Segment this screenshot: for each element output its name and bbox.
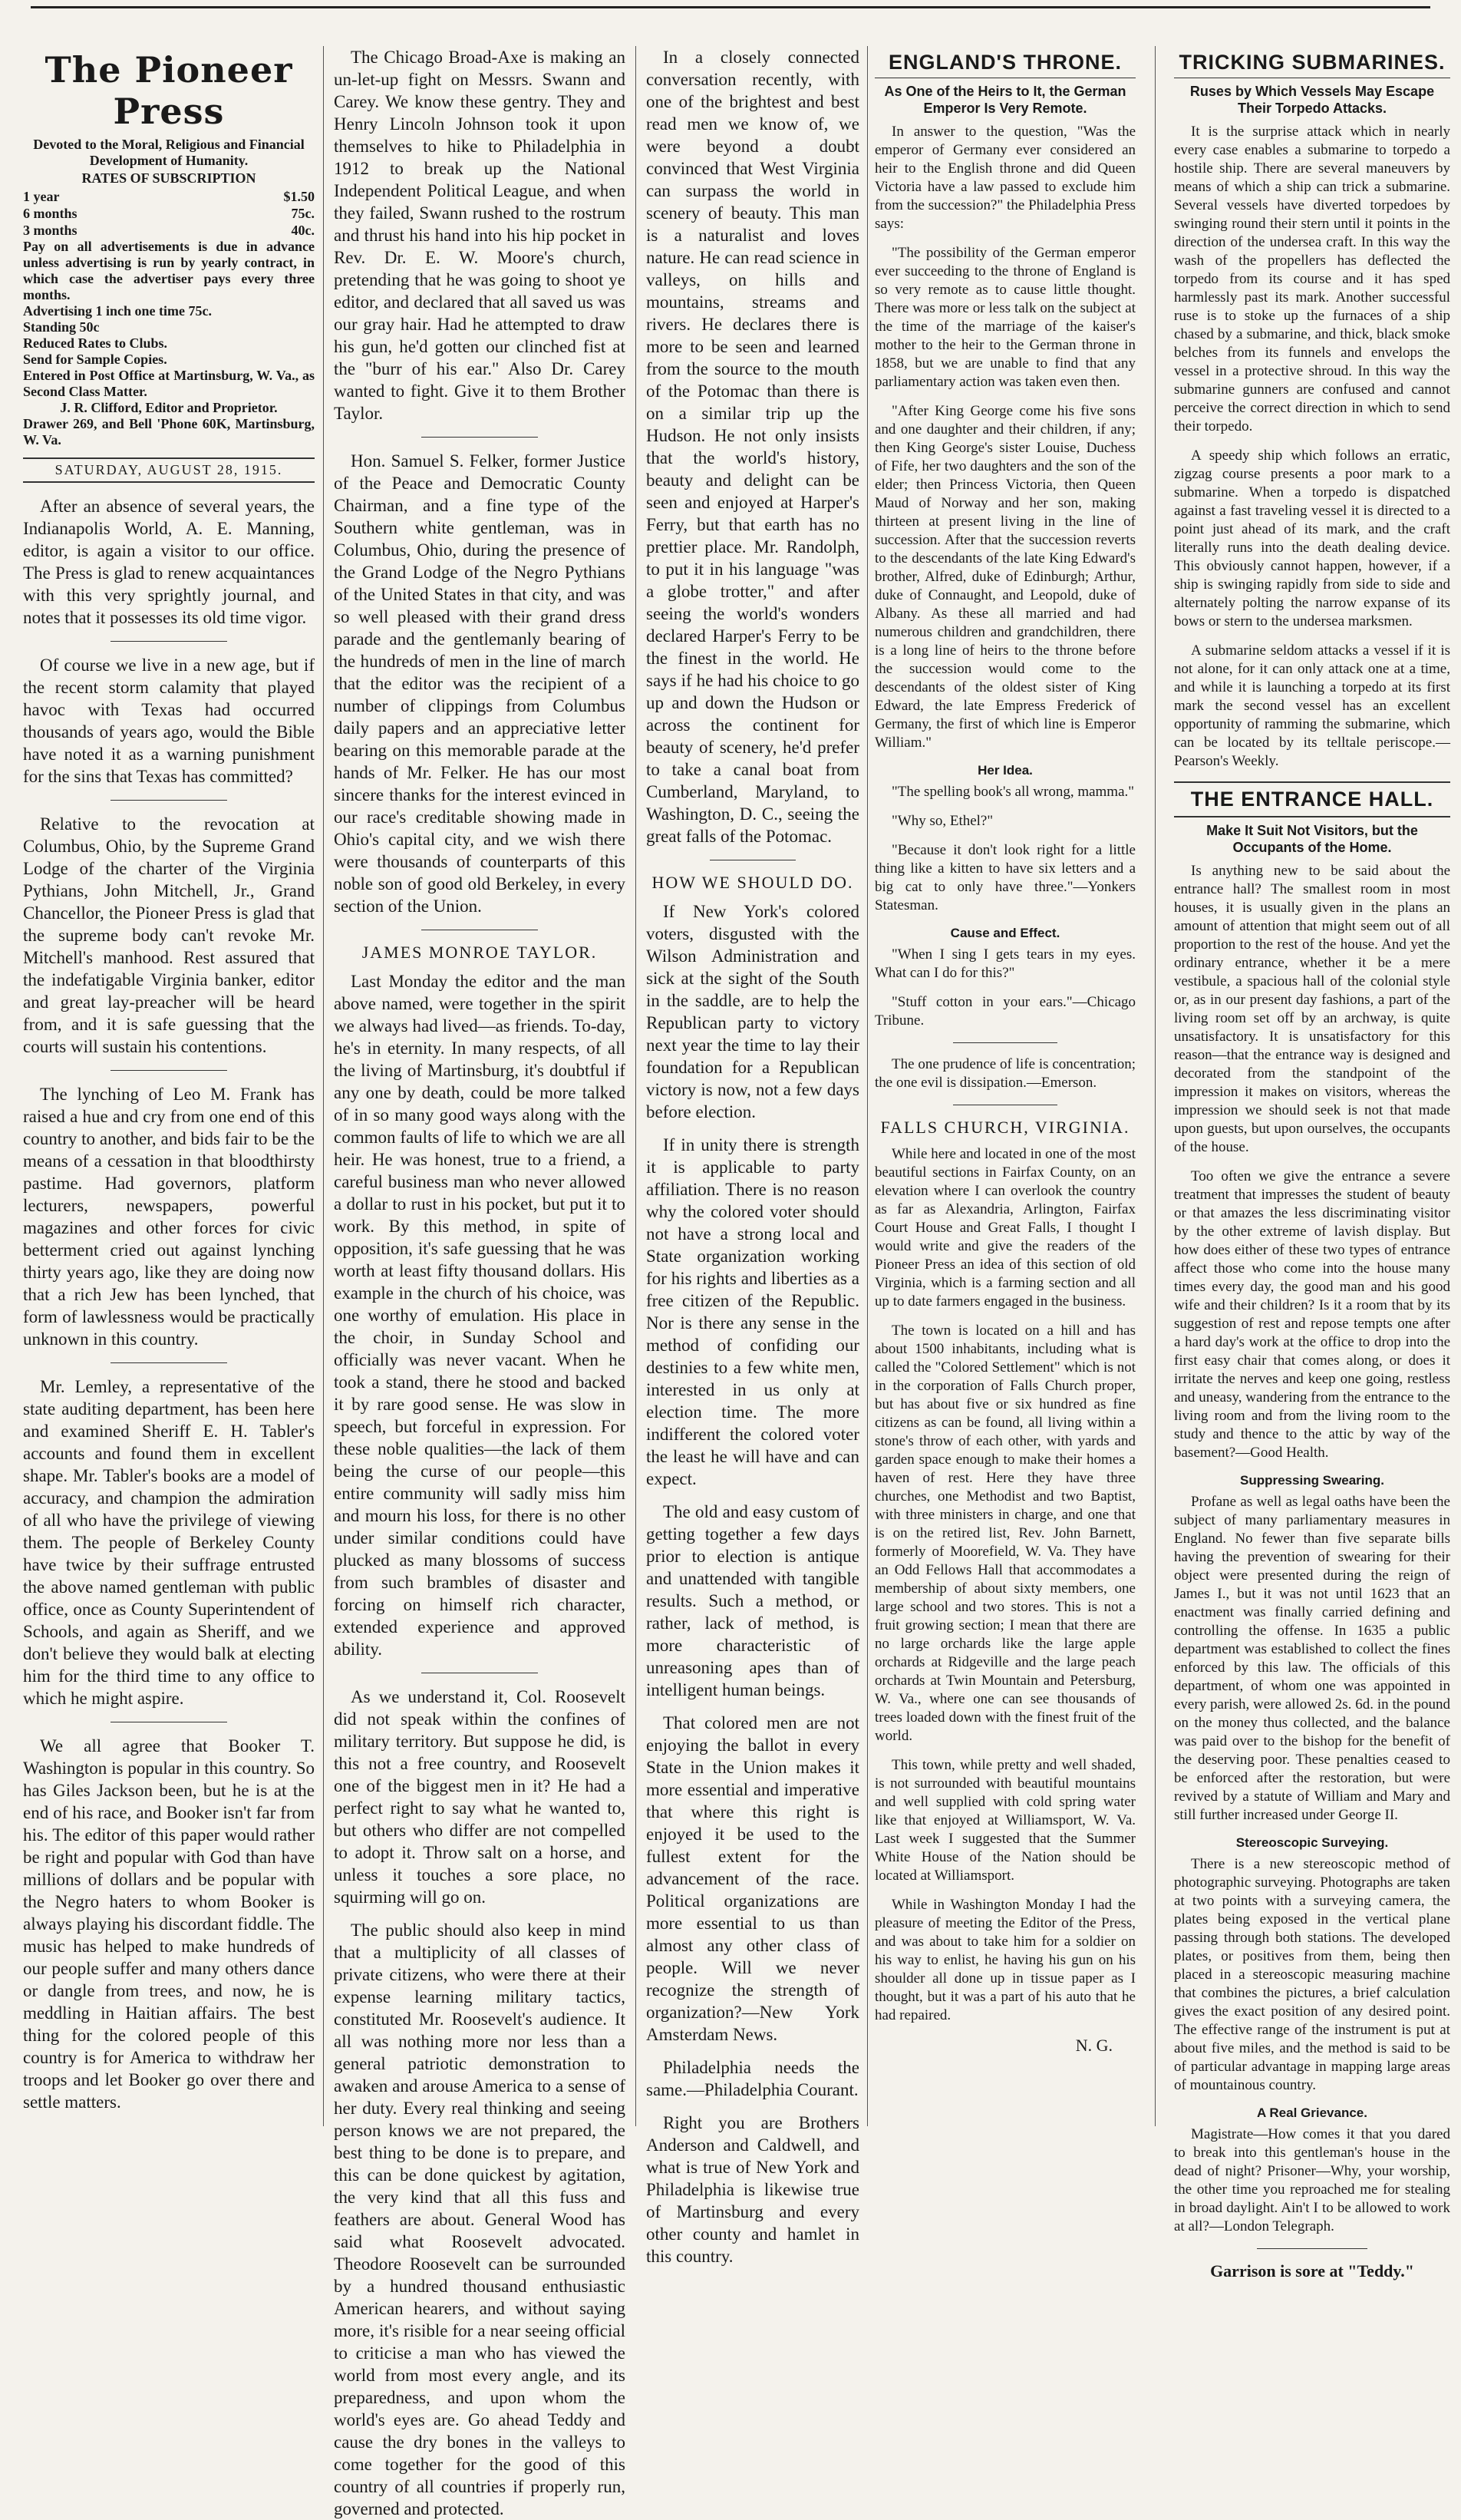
column-2 bbox=[334, 46, 625, 2518]
paragraph: Is anything new to be said about the entrance hall? The smallest room in most houses, it is usually given in the plans an amount of attention that might seem out of all proportion to the rest of the house. And yet the ordinary entrance, whether it be a mere vestibule, a spacious hall of the colonial style or, as in our present day fashions, a part of the living room set off by an archway, is quite unsatisfactory. It is unsatisfactory for this reason—that the entrance way is designed and decorated from the standpoint of the impression it makes on visitors, whereas the impression we should seek is not that made upon guests, but upon ourselves, the occupants of the house. bbox=[1174, 863, 1450, 1155]
article-heading-taylor: JAMES MONROE TAYLOR. bbox=[361, 943, 598, 962]
paragraph: A speedy ship which follows an erratic, zigzag course presents a poor mark to a submarine. When a torpedo is dispatched against a fast traveling vessel it is directed to a point just ahead of its mark, and the craft literally runs into the death dealing device. This obviously cannot happen, however, if a ship is swinging rapidly from side to side and alternately polting the narrow expanse of its bows or stern to the undersea marksmen. bbox=[1174, 448, 1450, 629]
paragraph: "Why so, Ethel?" bbox=[892, 813, 994, 829]
drawer-line: Drawer 269, and Bell 'Phone 60K, Martinsburg, W. Va. bbox=[23, 416, 315, 448]
paragraph: If New York's colored voters, disgusted with the Wilson Administration and sick at the sight of the South in the saddle, are to help the Republican party to victory next year the time to lay their foundation for a Republican victory is now, not a few days before election. bbox=[646, 902, 859, 1121]
article-heading-cause: Cause and Effect. bbox=[950, 926, 1060, 940]
column-1 bbox=[23, 46, 315, 2126]
top-rule bbox=[31, 6, 1430, 8]
paragraph: The town is located on a hill and has about 1500 inhabitants, including what is called the "Colored Settlement" which is not in the corporation of Falls Church proper, but has about five or six hundred as fine citizens as can be found, all living within a stone's throw of each other, with yards and garden space enough to make their homes a haven of rest. Here they have three churches, one Methodist and two Baptist, with three ministers in charge, and one that is on the retired list, Rev. John Barnett, formerly of Moorefield, W. Va. They have an Odd Fellows Hall that accommodates a membership of about sixty members, one large school and two stores. This is not a fruit growing section; I mean that there are no large orchards like the large apple orchards at Ridgeville and the large peach orchards at Twin Mountain and Petersburg, W. Va., where one can see thousands of trees loaded down with the finest fruit of the world. bbox=[875, 1323, 1136, 1744]
paragraph: As we understand it, Col. Roosevelt did not speak within the confines of military territory. But suppose he did, is this not a free country, and Roosevelt one of the biggest men in it? He had a perfect right to say what he wanted to, but others who differ are not compelled to adopt it. Throw salt on a horse, and unless it touches a sore place, no squirming will go on. bbox=[334, 1687, 625, 1907]
article-heading-falls: FALLS CHURCH, VIRGINIA. bbox=[880, 1118, 1130, 1137]
paragraph: "Because it don't look right for a little thing like a kitten to have six letters and a big cat to only have three."—Yonkers Statesman. bbox=[875, 842, 1136, 913]
paragraph: The public should also keep in mind that a multiplicity of all classes of private citizens, who were there at their expense learning military tactics, constituted Mr. Roosevelt's audience. It all was nothing more nor less than a general patriotic demonstration to awaken and arouse America to a sense of her duty. Every real thinking and seeing person knows we are not prepared, the best thing to be done is to prepare, and this can be done quickest by agitation, the very kind that all this fuss and feathers are about. General Wood has said what Roosevelt advocated. Theodore Roosevelt can be surrounded by a hundred thousand enthusiastic American hearers, and without saying more, it's risible for a near seeing official to criticise a man who has viewed the world from most every angle, and its preparedness, and upon whom the world's eyes are. Go ahead Teddy and cause the dry bones in the valleys to come together for the good of this country of all countries if properly run, governed and protected. bbox=[334, 1921, 625, 2518]
paragraph: In answer to the question, "Was the emperor of Germany ever considered an heir to the English throne and did Queen Victoria have a law passed to exclude him from the succession?" the Philadelphia Press says: bbox=[875, 124, 1136, 232]
pay-note: Pay on all advertisements is due in advance unless advertising is run by yearly contract, in which case the advertiser pays every three months. bbox=[23, 239, 315, 302]
paragraph: "The spelling book's all wrong, mamma." bbox=[892, 784, 1135, 800]
rate-row: 1 year $1.50 bbox=[23, 189, 315, 204]
article-heading-swearing: Suppressing Swearing. bbox=[1240, 1473, 1384, 1488]
sample-copies: Send for Sample Copies. bbox=[23, 352, 167, 367]
paragraph: "The possibility of the German emperor ever succeeding to the throne of England is so very remote as to cause little thought. There was more or less talk on the subject at the time of the marriage of the kaiser's mother to the heir to the German throne in 1858, but we are unable to find that any parliamentary action was taken even then. bbox=[875, 245, 1136, 390]
column-rule bbox=[323, 46, 324, 2126]
column-rule bbox=[1155, 46, 1156, 2126]
paragraph: Mr. Lemley, a representative of the state auditing department, has been here and examined Sheriff E. H. Tabler's accounts and found them in excellent shape. Mr. Tabler's books are a model of accuracy, and champion the admiration of all who have the privilege of viewing them. The people of Berkeley County have twice by their suffrage entrusted the above named gentleman with public office, once as County Superintendent of Schools, and again as Sheriff, and we don't believe they would balk at electing him for the third time to any office to which he might aspire. bbox=[23, 1377, 315, 1708]
paragraph: After an absence of several years, the Indianapolis World, A. E. Manning, editor, is again a visitor to our office. The Press is glad to renew acquaintances with this very sprightly journal, and notes that it possesses its old time vigor. bbox=[23, 497, 315, 627]
article-heading-grievance: A Real Grievance. bbox=[1257, 2106, 1367, 2120]
paragraph: Profane as well as legal oaths have been the subject of many parliamentary measures in England. No fewer than five separate bills having the prevention of swearing for their object were presented during the reign of James I., but it was not until 1623 that an enactment was finally carried defining and controlling the offense. In 1635 a public department was established to collect the fines enforced by this law. The officials of this department, of whom one was appointed in every parish, were allowed 2s. 6d. in the pound on the money thus collected, and the balance was paid over to the bishop for the benefit of the deserving poor. These penalties ceased to be enforced after the restoration, but were revived by a statute of William and Mary and still further increased under George II. bbox=[1174, 1494, 1450, 1823]
article-heading-entrance: THE ENTRANCE HALL. bbox=[1174, 781, 1450, 817]
paragraph: Magistrate—How comes it that you dared to break into this gentleman's house in the dead of night? Prisoner—Why, your worship, the other time you reproached me for stealing in broad daylight. Ain't I to be allowed to work at all?—London Telegraph. bbox=[1174, 2126, 1450, 2234]
article-subhead-england: As One of the Heirs to It, the German Emperor Is Very Remote. bbox=[884, 84, 1126, 116]
rate-row: 6 months 75c. bbox=[23, 206, 315, 221]
column-3 bbox=[646, 46, 859, 2266]
paragraph: It is the surprise attack which in nearly every case enables a submarine to torpedo a hostile ship. There are several maneuvers by means of which a ship can trick a submarine. Several vessels have diverted torpedoes by swinging round their stern until it points in the direction of the undersea craft. In this way the wash of the propellers has deflected the torpedo from its course and it has sped harmlessly past its mark. Another successful ruse is to stoke up the furnaces of a ship chased by a submarine, and thick, black smoke belches from its funnels and envelops the vessel in a protective shroud. In this way the submarine gunners are confused and cannot perceive the correct direction in which to send their torpedo. bbox=[1174, 124, 1450, 434]
paragraph: In a closely connected conversation recently, with one of the brightest and best read men we know of, we were beyond a doubt convinced that West Virginia can surpass the world in scenery of beauty. This man is a naturalist and loves nature. He can read science in valleys, on hills and mountains, streams and rivers. He declares there is more to be seen and learned from the source to the mouth of the Potomac than there is on a similar trip up the Hudson. He not only insists that the world's history, beauty and delight can be seen and enjoyed at Harper's Ferry, but that earth has no prettier place. Mr. Randolph, to put it in his language "was a globe trotter," and after seeing the world's wonders declared Harper's Ferry to be the finest in the world. He says if he had his choice to go up and down the Hudson or across the continent for beauty of scenery, he'd prefer to take a canal boat from Cumberland, Maryland, to Washington, D. C., seeing the great falls of the Potomac. bbox=[646, 48, 859, 846]
article-heading-england: ENGLAND'S THRONE. bbox=[875, 51, 1136, 78]
paragraph: Right you are Brothers Anderson and Caldwell, and what is true of New York and Philadelphia is likewise true of Martinsburg and every other county and hamlet in this country. bbox=[646, 2113, 859, 2266]
separator bbox=[953, 1042, 1057, 1043]
post-office-entry: Entered in Post Office at Martinsburg, W. Va., as Second Class Matter. bbox=[23, 368, 315, 399]
separator bbox=[421, 437, 538, 438]
paragraph: While here and located in one of the most beautiful sections in Fairfax County, on an elevation where I can overlook the country as far as Alexandria, Arlington, Fairfax Court House and Great Falls, I thought I would write and give the readers of the Pioneer Press an idea of this section of old Virginia, which is a farming section and all up to date farmers engaged in the business. bbox=[875, 1146, 1136, 1310]
paragraph: "When I sing I gets tears in my eyes. What can I do for this?" bbox=[875, 946, 1136, 981]
column-rule bbox=[867, 46, 868, 2126]
paragraph: We all agree that Booker T. Washington is popular in this country. So has Giles Jackson been, but he is at the end of his race, and Booker isn't far from his. The editor of this paper would rather be right and popular with God than have millions of dollars and be popular with the Negro haters to whom Booker is always playing his discordant fiddle. The music has helped to make hundreds of our people suffer and many others dance or dangle from trees, and now, he is meddling in Haitian affairs. The best thing for the colored people of this country is for America to withdraw her troops and let Booker go over there and settle matters. bbox=[23, 1736, 315, 2112]
masthead bbox=[23, 49, 315, 483]
paragraph: If in unity there is strength it is applicable to party affiliation. There is no reason why the colored voter should not have a strong local and State organization working for his rights and liberties as a free citizen of the Republic. Nor is there any sense in the method of confiding our destinies to a few white men, interested in us only at election time. The more indifferent the colored voter the least he will have and can expect. bbox=[646, 1135, 859, 1488]
article-subhead-entrance: Make It Suit Not Visitors, but the Occupants of the Home. bbox=[1206, 823, 1418, 855]
article-subhead-tricking: Ruses by Which Vessels May Escape Their Torpedo Attacks. bbox=[1189, 84, 1435, 116]
paragraph: That colored men are not enjoying the ballot in every State in the Union makes it more essential and imperative that where this right is enjoyed it be used to the fullest extent for the advancement of the race. Political organizations are more essential to us than almost any other class of people. Will we never recognize the strength of organization?—New York Amsterdam News. bbox=[646, 1713, 859, 2044]
column-rule bbox=[635, 46, 636, 2126]
paragraph: This town, while pretty and well shaded, is not surrounded with beautiful mountains and well supplied with cold spring water like that enjoyed at Williamsport, W. Va. Last week I suggested that the Summer White House of the Nation should be located at Williamsport. bbox=[875, 1757, 1136, 1884]
rates-title: RATES OF SUBSCRIPTION bbox=[81, 170, 256, 186]
separator bbox=[110, 800, 227, 801]
paragraph: "Stuff cotton in your ears."—Chicago Tribune. bbox=[875, 994, 1136, 1029]
standing-rate: Standing 50c bbox=[23, 319, 100, 335]
paragraph: A submarine seldom attacks a vessel if it is not alone, for it can only attack one at a time, and while it is launching a torpedo at its first mark the second vessel has an excellent opportunity of ramming the submarine, which can be located by its telltale periscope.—Pearson's Weekly. bbox=[1174, 642, 1450, 769]
signature: N. G. bbox=[1075, 2036, 1113, 2055]
rate-row: 3 months 40c. bbox=[23, 223, 315, 238]
paragraph: The Chicago Broad-Axe is making an un-let-up fight on Messrs. Swann and Carey. We know these gentry. They and Henry Lincoln Johnson took it upon themselves to hike to Philadelphia in 1912 to break up the National Independent Political League, and when they failed, Swann rushed to the rostrum and thrust his hand into his hip pocket in Rev. Dr. E. W. Moore's church, pretending that he was going to shoot ye editor, and declared that all saved us was our gray hair. Had he attempted to draw his gun, he'd gotten our clinched fist at the "burr of his ear." Also Dr. Carey wanted to fight. Give it to them Brother Taylor. bbox=[334, 48, 625, 423]
article-heading-stereo: Stereoscopic Surveying. bbox=[1235, 1835, 1389, 1850]
paragraph: Too often we give the entrance a severe treatment that impresses the student of beauty or that amazes the less discriminating visitor by the other extreme of lavish display. But how does either of these two types of entrance affect those who come into the house many times every day, the good man and his good wife and their children? Is it a room that by its suggestion of rest and repose tempts one after a hard day's work at the office to drop into the first easy chair that comes along, or does it irritate the nerves and keep one going, restless and uneasy, wandering from the entrance to the living room and from the living room to the study and thence to the attic by way of the basement?—Good Health. bbox=[1174, 1168, 1450, 1461]
paragraph: The lynching of Leo M. Frank has raised a hue and cry from one end of this country to another, and bids fair to be the means of a cessation in that bloodthirsty pastime. Had governors, platform lecturers, newspapers, powerful magazines and other forces for civic betterment cried out against lynching thirty years ago, like they are doing now that a rich Jew has been lynched, that form of lawlessness would be practically unknown in this country. bbox=[23, 1085, 315, 1349]
column-4 bbox=[875, 46, 1136, 2126]
paragraph: Of course we live in a new age, but if the recent storm calamity that played havoc with Texas had occurred thousands of years ago, would the Bible have noted it as a warning punishment for the sins that Texas has committed? bbox=[23, 656, 315, 786]
article-heading-tricking: TRICKING SUBMARINES. bbox=[1174, 51, 1450, 78]
editor-line: J. R. Clifford, Editor and Proprietor. bbox=[60, 400, 278, 415]
paragraph: Hon. Samuel S. Felker, former Justice of the Peace and Democratic County Chairman, and a fine type of the Southern white gentleman, was in Columbus, Ohio, during the presence of the Grand Lodge of the Negro Pythians of the United States in that city, and was so well pleased with their grand dress parade and the gentlemanly bearing of the hundreds of men in the line of march that the editor was the recipient of a number of clippings from Columbus daily papers and an appreciative letter bearing on this memorable parade at the hands of Mr. Felker. He has our most sincere thanks for the interest evinced in our race's creditable showing made in Ohio's capital city, and we wish there were thousands of counterparts of this noble son of good old Berkeley, in every section of the Union. bbox=[334, 451, 625, 916]
masthead-title: The Pioneer Press bbox=[45, 49, 293, 132]
column-5 bbox=[1174, 46, 1450, 2281]
paragraph: Philadelphia needs the same.—Philadelphia Courant. bbox=[646, 2058, 859, 2099]
reduced-rates: Reduced Rates to Clubs. bbox=[23, 335, 168, 351]
paragraph: Relative to the revocation at Columbus, Ohio, by the Supreme Grand Lodge of the charter of the Virginia Pythians, John Mitchell, Jr., Grand Chancellor, the Pioneer Press is glad that the supreme body can't revoke Mr. Mitchell's manhood. Rest assured that the indefatigable Virginia banker, editor and great lay-preacher will be heard from, and it is safe guessing that the courts will sustain his contentions. bbox=[23, 814, 315, 1056]
paragraph: There is a new stereoscopic method of photographic surveying. Photographs are taken at two points with a surveying camera, the plates being exposed in the vertical plane passing through both stations. The developed plates, or positives from them, being then placed in a stereoscopic measuring machine that combines the pictures, a brief calculation gives the exact position of any desired point. The effective range of the instrument is put at about five miles, and the method is said to be of particular advantage in mapping large areas of mountainous country. bbox=[1174, 1856, 1450, 2093]
paragraph: Last Monday the editor and the man above named, were together in the spirit we always had lived—as friends. To-day, he's in eternity. In many respects, of all the living of Martinsburg, it's doubtful if any one by death, could be more talked of in so many good ways along with the common faults of life to which we are all heir. He was honest, true to a friend, a careful business man who never allowed a dollar to rust in his pocket, but put it to work. By this method, in spite of opposition, it's safe guessing that he was worth at least fifty thousand dollars. His example in the church of his choice, was one worthy of emulation. His place in the choir, in Sunday School and officially was never vacant. When he took a stand, there he stood and backed it by rare good sense. He was slow in speech, but forceful in expression. For these noble qualities—the lack of them being the curse of our people—this entire community will sadly miss him and mourn his loss, for there is no other under similar conditions could have plucked as many blossoms of success from such brambles of disaster and forcing on himself rich character, extended experience and approved ability. bbox=[334, 972, 625, 1659]
article-heading-idea: Her Idea. bbox=[978, 763, 1033, 778]
separator bbox=[1257, 2248, 1367, 2249]
separator bbox=[110, 1070, 227, 1071]
garrison-line: Garrison is sore at "Teddy." bbox=[1210, 2261, 1414, 2281]
paragraph: While in Washington Monday I had the pleasure of meeting the Editor of the Press, and was about to take him for a soldier on his way to enlist, he having his gun on his shoulder all done up in tissue paper as I thought, but it was a part of his auto that he had repaired. bbox=[875, 1897, 1136, 2023]
dateline: SATURDAY, AUGUST 28, 1915. bbox=[23, 457, 315, 483]
masthead-devoted: Devoted to the Moral, Religious and Financial Development of Humanity. bbox=[33, 137, 305, 168]
advertising-rate: Advertising 1 inch one time 75c. bbox=[23, 303, 212, 319]
article-heading-how: HOW WE SHOULD DO. bbox=[651, 873, 854, 892]
separator bbox=[110, 1362, 227, 1363]
paragraph: "After King George come his five sons and one daughter and their children, if any; then King George's sister Louise, Duchess of Fife, her two daughters and the son of the elder; then Princess Victoria, then Queen Maud of Norway and her son, making thirteen at present living in the line of succession. After that the succession reverts to the descendants of the late King Edward's brother, Alfred, duke of Edinburgh; Arthur, duke of Connaught, and Leopold, duke of Albany. As these all married and had numerous children and grandchildren, there is a long line of heirs to the throne before the succession would come to the descendants of the oldest sister of King Edward, the late Empress Frederick of Germany, the first of which line is Emperor William." bbox=[875, 403, 1136, 751]
paragraph: The old and easy custom of getting together a few days prior to election is antique and unattended with tangible results. Such a method, or rather, lack of method, is more characteristic of unreasoning apes than of intelligent human beings. bbox=[646, 1502, 859, 1699]
paragraph: The one prudence of life is concentration; the one evil is dissipation.—Emerson. bbox=[875, 1056, 1136, 1091]
separator bbox=[110, 641, 227, 642]
